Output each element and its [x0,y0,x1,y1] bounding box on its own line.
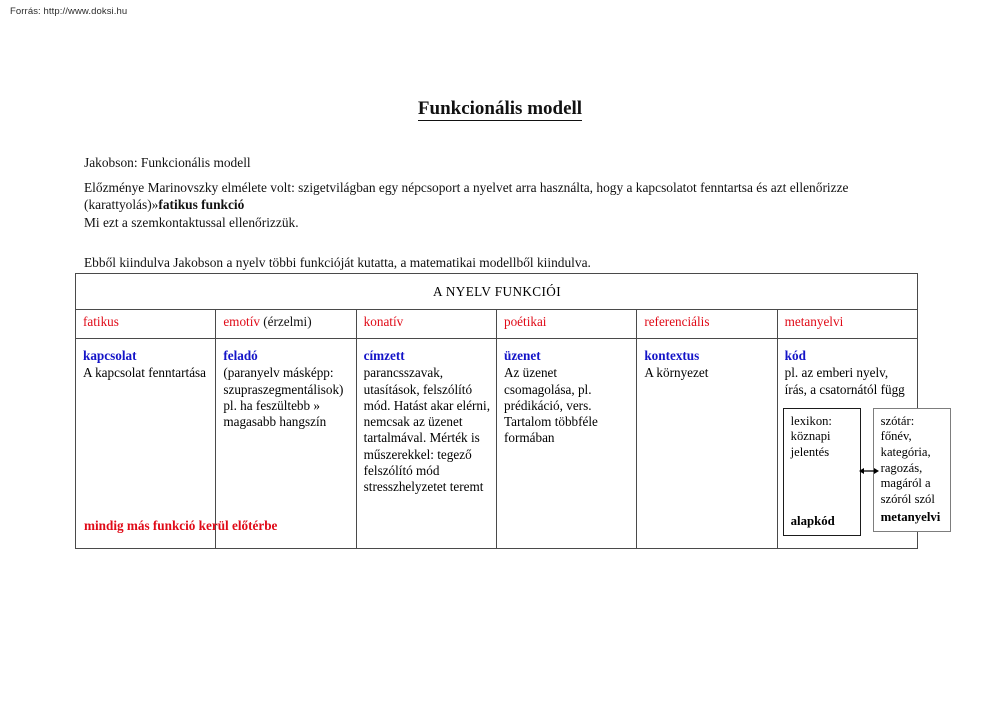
column-header-emotiv-note: (érzelmi) [259,314,312,329]
cell-konativ [356,339,496,549]
cell-poetikai [496,339,636,549]
table-body-row [76,339,918,549]
intro-line-2-emphasis: fatikus funkció [158,197,245,213]
intro-line-2 [84,179,922,214]
desc-konativ: parancsszavak, utasítások, felszólító mód. Hatást akar elérni, nemcsak az üzenet tartalmával. Mérték is műszerekkel: tegező felszólító mód stresszhelyzetet teremt [363,365,490,495]
desc-fatikus: A kapcsolat fenntartása [83,365,207,381]
table-header-row [76,310,918,339]
column-header-fatikus-label: fatikus [83,314,119,329]
column-header-metanyelvi-label: metanyelvi [784,314,844,329]
intro-spacer [84,172,922,179]
column-header-metanyelvi [777,310,917,339]
column-header-referencialis [637,310,777,339]
desc-metanyelvi: pl. az emberi nyelv, írás, a csatornától függ [784,365,905,397]
intro-line-1: Jakobson: Funkcionális modell [84,155,251,170]
cell-referencialis [637,339,777,549]
column-header-konativ-label: konatív [363,314,404,329]
nested-box-metanyelvi-footer: metanyelvi [880,510,941,525]
term-felado: feladó [223,348,258,363]
term-cimzett: címzett [363,348,405,363]
nested-box-alapkod-footer: alapkód [790,514,835,529]
double-arrow-icon [859,465,879,477]
term-kontextus: kontextus [644,348,700,363]
term-uzenet: üzenet [503,348,541,363]
table-title: A NYELV FUNKCIÓI [76,274,918,310]
term-kapcsolat: kapcsolat [83,348,137,363]
table-title-row [76,274,918,310]
nested-box-metanyelvi [873,408,951,532]
source-watermark: Forrás: http://www.doksi.hu [10,6,128,17]
intro-line-2-text: Előzménye Marinovszky elmélete volt: szigetvilágban egy népcsoport a nyelvet arra használta, hogy a kapcsolatot fenntartsa és azt ellenőrizze (karattyolás)» [84,179,849,213]
term-kod: kód [784,348,806,363]
column-header-poetikai-label: poétikai [503,314,547,329]
page-title-text: Funkcionális modell [417,98,583,119]
desc-emotiv: (paranyelv másképp: szupraszegmentálisok) pl. ha feszültebb » magasabb hangszín [223,365,344,430]
nested-diagram [785,408,941,536]
language-functions-table [75,273,941,549]
column-header-fatikus [76,310,216,339]
desc-referencialis: A környezet [644,365,709,381]
column-header-emotiv [216,310,356,339]
cell-emotiv [216,339,356,549]
column-header-referencialis-label: referenciális [644,314,710,329]
intro-block [84,154,922,231]
desc-poetikai: Az üzenet csomagolása, pl. prédikáció, vers. Tartalom többféle formában [503,365,598,446]
column-header-emotiv-label: emotív [223,314,260,329]
nested-box-alapkod-text: lexikon: köznapi jelentés [790,413,832,460]
intro-line-3: Mi ezt a szemkontaktussal ellenőrizzük. [84,214,299,230]
column-header-poetikai [496,310,636,339]
nested-box-alapkod [783,408,861,536]
nested-box-metanyelvi-text: szótár: főnév, kategória, ragozás, magáról a szóról szól [880,413,935,506]
intro-line-4: Ebből kiindulva Jakobson a nyelv többi funkcióját kutatta, a matematikai modellből kiindulva. [84,255,591,271]
cell-metanyelvi [777,339,941,549]
column-header-konativ [356,310,496,339]
cell-fatikus [76,339,216,549]
page-title [0,98,1000,120]
footer-note: mindig más funkció kerül előtérbe [84,518,278,533]
